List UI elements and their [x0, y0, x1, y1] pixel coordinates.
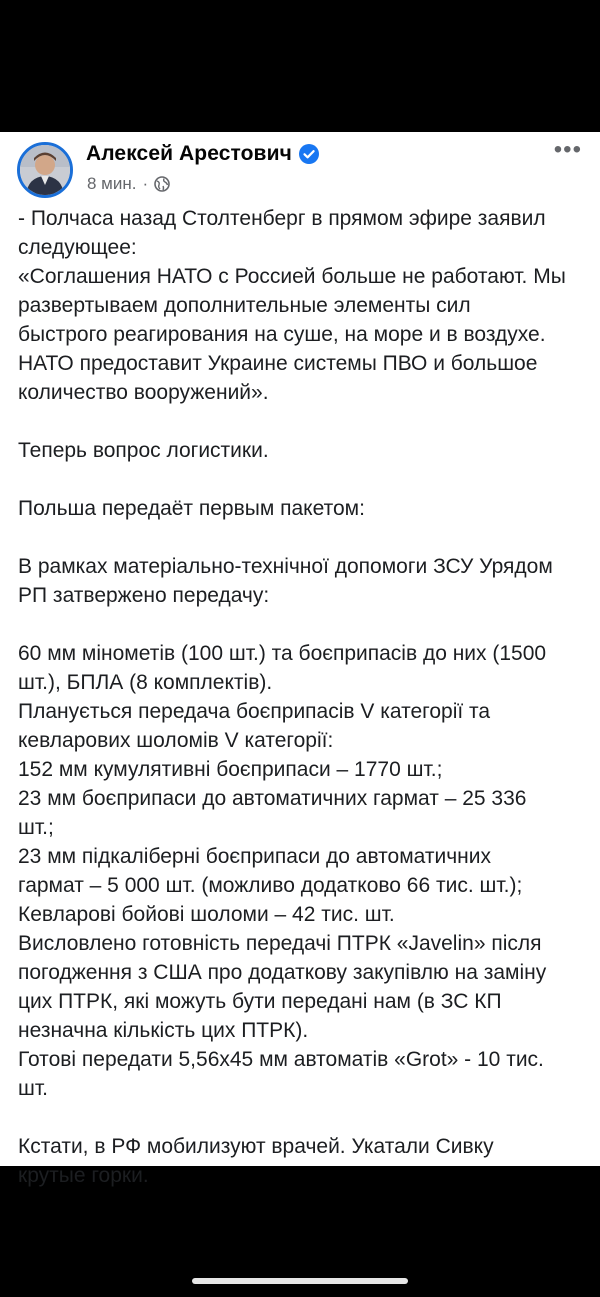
post-text-line: «Соглашения НАТО с Россией больше не работают. Мы	[18, 265, 566, 288]
paragraph-gap	[18, 465, 590, 494]
home-indicator[interactable]	[192, 1278, 408, 1284]
post-text-line: следующее:	[18, 236, 137, 259]
meta-separator: ·	[142, 174, 149, 193]
post-text-line: Кевларові бойові шоломи – 42 тис. шт.	[18, 903, 395, 926]
post-text-line: 23 мм боєприпаси до автоматичних гармат – 25 336	[18, 787, 527, 810]
paragraph-gap	[18, 523, 590, 552]
author-row	[86, 142, 319, 166]
post-text-line: Планується передача боєприпасів V категорії та	[18, 700, 491, 723]
post-text-line: развертываем дополнительные элементы сил	[18, 294, 471, 317]
more-icon[interactable]: •••	[553, 136, 582, 163]
post-text-line: Польша передаёт первым пакетом:	[18, 497, 365, 520]
paragraph-gap	[18, 610, 590, 639]
post-text-line: быстрого реагирования на суше, на море и в воздухе.	[18, 323, 546, 346]
paragraph-gap	[18, 1103, 590, 1132]
post-time[interactable]: 8 мин.	[87, 174, 137, 193]
post-text-line: количество вооружений».	[18, 381, 269, 404]
post-text-line: 23 мм підкаліберні боєприпаси до автоматичних	[18, 845, 491, 868]
verified-badge-icon	[299, 144, 319, 164]
post-text-line: шт.;	[18, 816, 54, 839]
post-text-line: Кстати, в РФ мобилизуют врачей. Укатали Сивку	[18, 1135, 494, 1158]
post-text-line: 60 мм мінометів (100 шт.) та боєприпасів до них (1500	[18, 642, 547, 665]
post-text-line: крутые горки.	[18, 1164, 149, 1187]
post-text-line: цих ПТРК, які можуть бути передані нам (в ЗС КП	[18, 990, 502, 1013]
post-text-line: Теперь вопрос логистики.	[18, 439, 269, 462]
post-text-line: Готові передати 5,56х45 мм автоматів «Grot» - 10 тис.	[18, 1048, 544, 1071]
post-text	[18, 204, 590, 1190]
post-meta	[87, 174, 170, 194]
avatar[interactable]	[17, 142, 73, 198]
globe-icon[interactable]	[154, 176, 170, 192]
post-text-line: гармат – 5 000 шт. (можливо додатково 66 тис. шт.);	[18, 874, 523, 897]
post-card	[0, 132, 600, 1187]
post-text-line: - Полчаса назад Столтенберг в прямом эфире заявил	[18, 207, 546, 230]
paragraph-gap	[18, 407, 590, 436]
post-header	[0, 132, 600, 202]
post-text-line: шт.	[18, 1077, 48, 1100]
post-text-line: кевларових шоломів V категорії:	[18, 729, 334, 752]
post-text-line: незначна кількість цих ПТРК).	[18, 1019, 309, 1042]
author-name[interactable]: Алексей Арестович	[86, 142, 292, 165]
post-text-line: погодження з США про додаткову закупівлю на заміну	[18, 961, 547, 984]
post-text-line: 152 мм кумулятивні боєприпаси – 1770 шт.;	[18, 758, 443, 781]
avatar-image	[20, 145, 70, 195]
post-text-line: НАТО предоставит Украине системы ПВО и большое	[18, 352, 538, 375]
post-text-line: В рамках матеріально-технічної допомоги ЗСУ Урядом	[18, 555, 553, 578]
post-text-line: РП затвержено передачу:	[18, 584, 270, 607]
post-text-line: шт.), БПЛА (8 комплектів).	[18, 671, 273, 694]
post-text-line: Висловлено готовність передачі ПТРК «Javelin» після	[18, 932, 542, 955]
